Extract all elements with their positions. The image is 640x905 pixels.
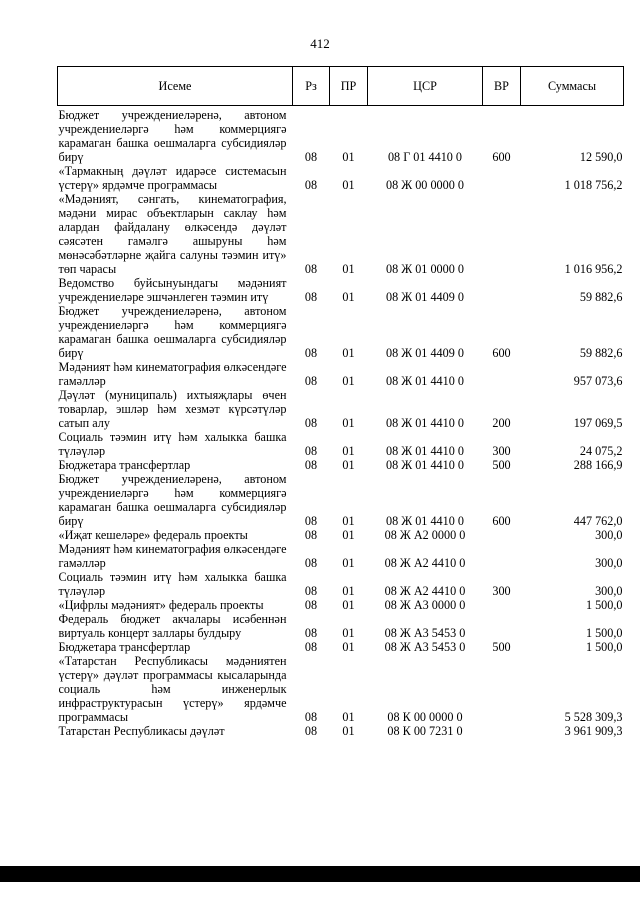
row-name: Социаль тәэмин итү һәм халыкка башка түләүләр [58,570,287,598]
row-sum: 1 018 756,2 [564,178,623,192]
row-vr: 600 [492,346,511,360]
table-header-row [58,67,624,106]
row-sum: 1 500,0 [585,626,623,640]
row-pr: 01 [342,290,355,304]
row-pr: 01 [342,724,355,738]
row-sum: 59 882,6 [579,290,623,304]
row-csr: 08 К 00 0000 0 [387,710,463,724]
row-csr: 08 Ж А2 0000 0 [384,528,466,542]
row-sum: 1 500,0 [585,598,623,612]
budget-table [57,66,624,738]
row-sum: 300,0 [595,528,623,542]
row-rz: 08 [304,640,318,654]
row-name: «Тармакның дәүләт идарәсе системасын үстерү» ярдәмче программасы [58,164,287,192]
row-rz: 08 [304,150,318,164]
row-pr: 01 [342,444,355,458]
row-rz: 08 [304,374,318,388]
row-name: «Иҗат кешеләре» федераль проекты [58,528,248,542]
row-csr: 08 К 00 7231 0 [387,724,463,738]
row-rz: 08 [304,514,318,528]
row-vr: 300 [492,444,511,458]
row-sum: 5 528 309,3 [564,710,623,724]
row-sum: 300,0 [595,556,623,570]
row-sum: 12 590,0 [579,150,623,164]
row-name: Татарстан Республикасы дәүләт [58,724,225,738]
row-csr: 08 Ж 01 4409 0 [386,346,464,360]
table-row [58,276,624,304]
row-name: Дәүләт (муниципаль) ихтыяҗлары өчен товарлар, эшләр һәм хезмәт күрсәтүләр сатып алу [58,388,287,430]
row-pr: 01 [342,584,355,598]
row-rz: 08 [304,626,318,640]
row-csr: 08 Ж А2 4410 0 [384,556,466,570]
row-csr: 08 Ж А3 5453 0 [384,626,466,640]
row-pr: 01 [342,262,355,276]
row-pr: 01 [342,178,355,192]
row-csr: 08 Ж 01 4410 0 [386,416,464,430]
row-vr [483,360,521,388]
row-sum: 1 016 956,2 [564,262,623,276]
row-csr: 08 Ж 01 0000 0 [386,262,464,276]
row-vr [483,542,521,570]
row-vr [483,164,521,192]
page-number: 412 [310,36,330,51]
table-row [58,598,624,612]
header-rz: Рз [293,67,330,106]
table-row [58,542,624,570]
row-csr: 08 Г 01 4410 0 [387,150,463,164]
table-row [58,304,624,360]
header-csr: ЦСР [368,67,483,106]
row-sum: 300,0 [595,584,623,598]
row-rz: 08 [304,556,318,570]
row-pr: 01 [342,416,355,430]
row-vr [483,654,521,724]
row-pr: 01 [342,374,355,388]
row-rz: 08 [304,416,318,430]
row-pr: 01 [342,710,355,724]
row-vr: 500 [492,458,511,472]
row-name: Бюджетара трансфертлар [58,458,191,472]
row-name: «Мәдәният, сәнгать, кинематография, мәдәни мирас объектларын саклау һәм алардан файдалану өлкәсендә дәүләт сәясәтен гамәлгә ашыруны һәм мөнәсәбәтләрне җайга салуны тәэмин итү» төп чарасы [58,192,287,276]
row-rz: 08 [304,598,318,612]
row-vr [483,598,521,612]
table-row [58,654,624,724]
row-name: Мәдәният һәм кинематография өлкәсендәге гамәлләр [58,542,287,570]
row-vr [483,724,521,738]
row-vr: 600 [492,514,511,528]
row-rz: 08 [304,724,318,738]
row-pr: 01 [342,528,355,542]
header-name: Исеме [58,67,293,106]
row-csr: 08 Ж 01 4410 0 [386,444,464,458]
row-sum: 59 882,6 [579,346,623,360]
row-rz: 08 [304,710,318,724]
row-rz: 08 [304,290,318,304]
table-row [58,388,624,430]
table-row [58,528,624,542]
row-pr: 01 [342,458,355,472]
row-pr: 01 [342,150,355,164]
row-csr: 08 Ж А2 4410 0 [384,584,466,598]
row-vr [483,612,521,640]
row-pr: 01 [342,598,355,612]
row-vr: 300 [492,584,511,598]
row-vr: 500 [492,640,511,654]
row-sum: 288 166,9 [573,458,623,472]
row-name: Федераль бюджет акчалары исәбеннән виртуаль концерт заллары булдыру [58,612,287,640]
row-vr: 200 [492,416,511,430]
table-row [58,458,624,472]
row-sum: 447 762,0 [573,514,623,528]
header-vr: ВР [483,67,521,106]
row-rz: 08 [304,178,318,192]
row-name: Мәдәният һәм кинематография өлкәсендәге гамәлләр [58,360,287,388]
row-pr: 01 [342,640,355,654]
row-pr: 01 [342,626,355,640]
row-vr: 600 [492,150,511,164]
table-row [58,106,624,165]
table-row [58,640,624,654]
header-pr: ПР [330,67,368,106]
row-vr [483,192,521,276]
table-row [58,164,624,192]
row-name: «Татарстан Республикасы мәдәниятен үстерү» дәүләт программасы кысаларында социаль һәм инженерлык инфраструктурасын үстерү» ярдәмче программасы [58,654,287,724]
row-csr: 08 Ж 01 4410 0 [386,458,464,472]
table-body [58,106,624,739]
row-rz: 08 [304,444,318,458]
row-csr: 08 Ж 01 4409 0 [386,290,464,304]
row-rz: 08 [304,528,318,542]
row-vr [483,528,521,542]
header-sum: Суммасы [521,67,624,106]
table-row [58,472,624,528]
row-sum: 24 075,2 [579,444,623,458]
row-name: Социаль тәэмин итү һәм халыкка башка түләүләр [58,430,287,458]
row-sum: 957 073,6 [573,374,623,388]
row-pr: 01 [342,556,355,570]
row-name: Ведомство буйсынуындагы мәдәният учреждениеләре эшчәнлеген тәэмин итү [58,276,287,304]
scan-edge-bar [0,866,640,882]
table-row [58,724,624,738]
table-row [58,430,624,458]
row-name: Бюджетара трансфертлар [58,640,191,654]
row-rz: 08 [304,262,318,276]
row-rz: 08 [304,458,318,472]
table-row [58,612,624,640]
row-csr: 08 Ж А3 5453 0 [384,640,466,654]
row-csr: 08 Ж 01 4410 0 [386,374,464,388]
row-csr: 08 Ж 00 0000 0 [386,178,464,192]
table-row [58,570,624,598]
row-name: Бюджет учреждениеләренә, автоном учреждениеләргә һәм коммерциягә карамаган башка оешмаларга субсидияләр бирү [58,108,287,164]
row-sum: 197 069,5 [573,416,623,430]
row-rz: 08 [304,346,318,360]
row-name: Бюджет учреждениеләренә, автоном учреждениеләргә һәм коммерциягә карамаган башка оешмаларга субсидияләр бирү [58,304,287,360]
row-vr [483,276,521,304]
row-sum: 3 961 909,3 [564,724,623,738]
row-sum: 1 500,0 [585,640,623,654]
row-name: Бюджет учреждениеләренә, автоном учреждениеләргә һәм коммерциягә карамаган башка оешмаларга субсидияләр бирү [58,472,287,528]
row-rz: 08 [304,584,318,598]
row-name: «Цифрлы мәдәният» федераль проекты [58,598,264,612]
row-csr: 08 Ж А3 0000 0 [384,598,466,612]
table-row [58,192,624,276]
row-pr: 01 [342,514,355,528]
row-pr: 01 [342,346,355,360]
row-csr: 08 Ж 01 4410 0 [386,514,464,528]
table-row [58,360,624,388]
